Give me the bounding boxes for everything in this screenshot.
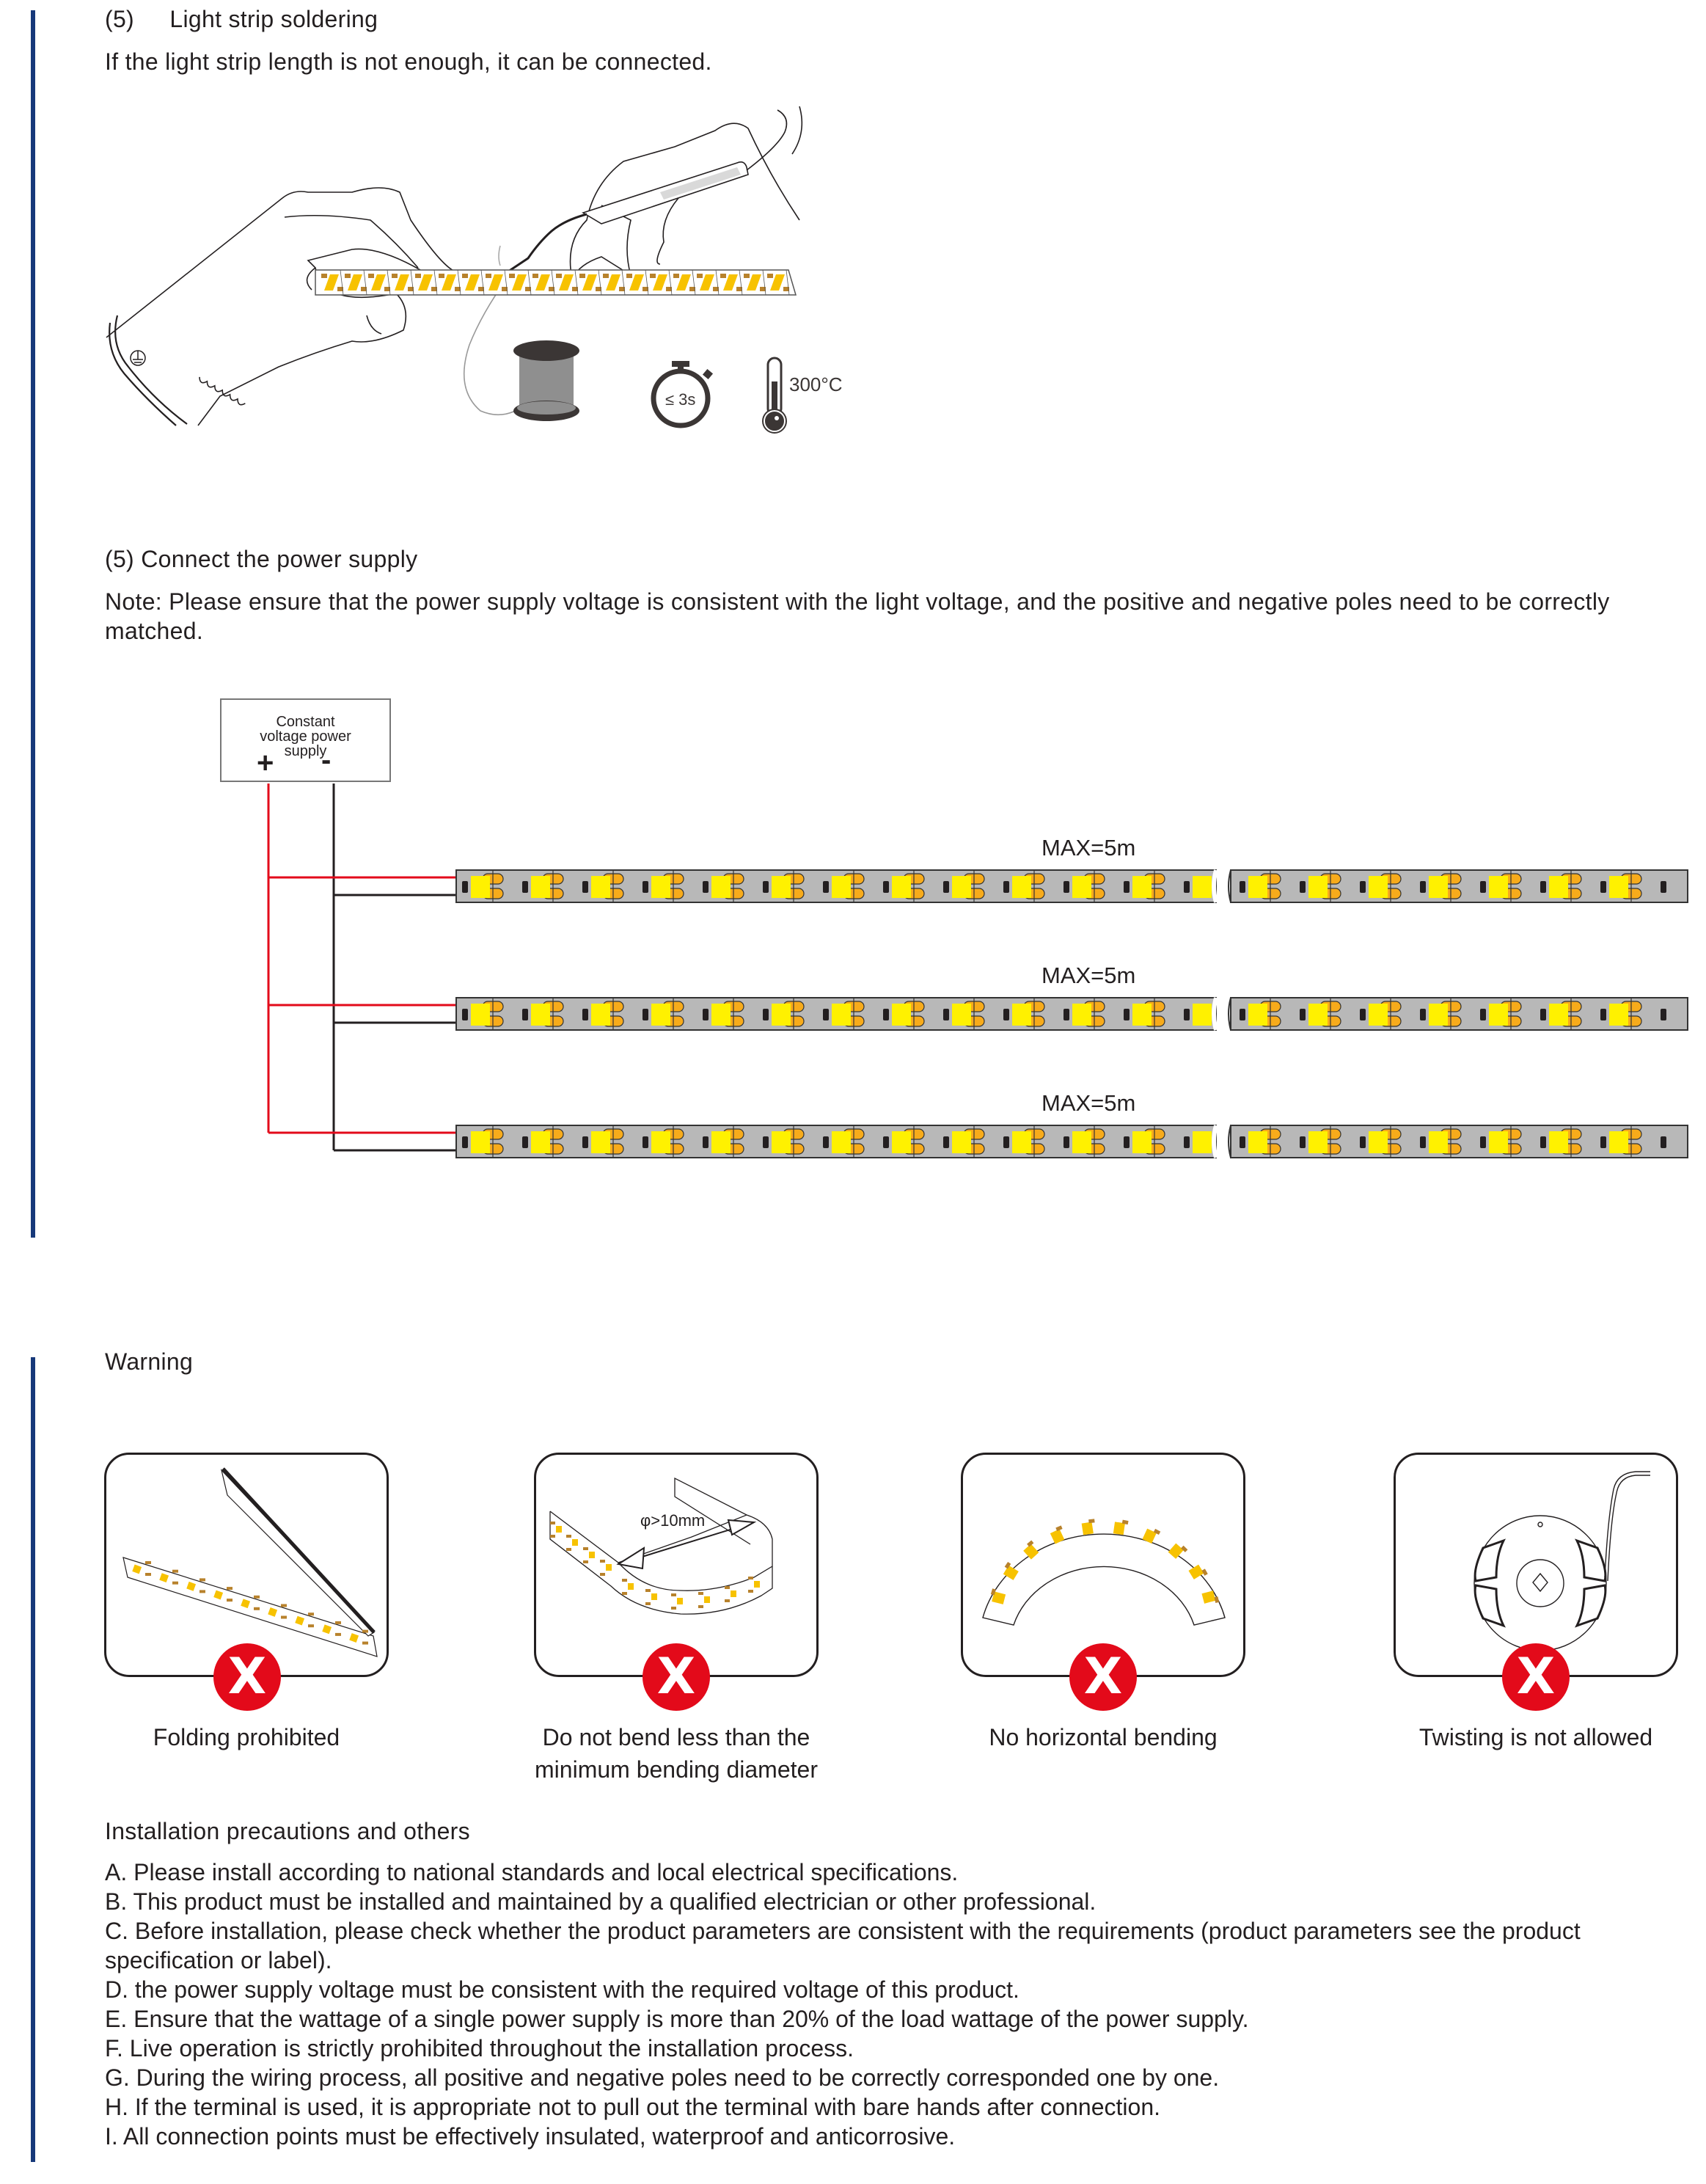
resistor xyxy=(462,1136,468,1148)
led-chip xyxy=(1549,1131,1568,1153)
solder-pad xyxy=(1088,1519,1094,1523)
resistor xyxy=(703,1136,709,1148)
led-chip xyxy=(1193,876,1212,898)
precaution-item: I. All connection points must be effectively insulated, waterproof and anticorrosive. xyxy=(105,2123,956,2150)
strip-max-label: MAX=5m xyxy=(1041,1090,1136,1116)
prohibited-badge: X xyxy=(1502,1643,1570,1711)
led-chip xyxy=(952,876,971,898)
solder-pad xyxy=(748,1577,753,1579)
resistor xyxy=(1003,1136,1009,1148)
solder-pad xyxy=(172,1582,178,1585)
solder-section-heading: Light strip soldering xyxy=(169,6,378,32)
resistor xyxy=(522,1136,528,1148)
power-supply-box xyxy=(220,698,391,782)
strip-break xyxy=(1214,998,1216,1030)
led-chip xyxy=(1072,1004,1091,1026)
led-chip xyxy=(1308,876,1328,898)
solder-pad xyxy=(583,1560,588,1563)
led-chip xyxy=(1549,1004,1568,1026)
precaution-item: F. Live operation is strictly prohibited throughout the installation process. xyxy=(105,2035,854,2061)
solder-pad xyxy=(622,1592,627,1595)
led-chip xyxy=(591,1004,610,1026)
precaution-item: B. This product must be installed and maintained by a qualified electrician or other professional. xyxy=(105,1888,1097,1915)
precautions-title: Installation precautions and others xyxy=(105,1818,470,1844)
led-chip xyxy=(1308,1131,1328,1153)
resistor xyxy=(1600,1009,1606,1020)
led-chip xyxy=(1489,876,1508,898)
warning-caption-folding: Folding prohibited xyxy=(153,1724,340,1750)
resistor xyxy=(943,1136,949,1148)
resistor xyxy=(1240,881,1245,893)
led-chip xyxy=(1012,1004,1031,1026)
resistor xyxy=(1184,1009,1190,1020)
led-chip xyxy=(832,1131,851,1153)
resistor xyxy=(1184,881,1190,893)
solder-pad xyxy=(600,1573,605,1576)
solder-pad xyxy=(645,1602,651,1605)
prohibited-badge: X xyxy=(1069,1643,1137,1711)
precaution-item: E. Ensure that the wattage of a single power supply is more than 20% of the load wattage of the power supply. xyxy=(105,2006,1249,2032)
resistor xyxy=(1661,1009,1666,1020)
led-chip xyxy=(651,1593,657,1600)
led-chip xyxy=(1248,1131,1267,1153)
led-chip xyxy=(1489,1131,1508,1153)
solder-pad xyxy=(698,1605,703,1608)
led-chip xyxy=(531,1131,550,1153)
led-chip xyxy=(1609,1131,1628,1153)
solder-pad xyxy=(671,1607,676,1610)
solder-pad xyxy=(308,1624,314,1627)
solder-time-label: ≤ 3s xyxy=(665,390,696,409)
resistor xyxy=(763,1009,769,1020)
precaution-item: G. During the wiring process, all positive and negative poles need to be correctly corresponded one by one. xyxy=(105,2064,1220,2091)
led-chip xyxy=(1012,876,1031,898)
resistor xyxy=(522,1009,528,1020)
led-strip xyxy=(456,870,1688,902)
precaution-item: H. If the terminal is used, it is appropriate not to pull out the terminal with bare hands after connection. xyxy=(105,2094,1160,2120)
solder-pad xyxy=(227,1587,233,1590)
resistor xyxy=(1600,1136,1606,1148)
solder-section-desc: If the light strip length is not enough, it can be connected. xyxy=(105,48,712,75)
resistor xyxy=(643,1009,648,1020)
led-chip xyxy=(1369,1004,1388,1026)
resistor xyxy=(1124,1136,1130,1148)
resistor xyxy=(763,1136,769,1148)
bend-diameter-label: φ>10mm xyxy=(640,1511,706,1530)
resistor xyxy=(1300,881,1306,893)
solder-pad xyxy=(583,1547,588,1550)
resistor xyxy=(1124,881,1130,893)
resistor xyxy=(1360,1009,1366,1020)
prohibited-badge: X xyxy=(213,1643,281,1711)
solder-pad xyxy=(362,1630,368,1633)
solder-pad xyxy=(172,1570,178,1573)
resistor xyxy=(1661,881,1666,893)
led-chip xyxy=(1308,1004,1328,1026)
solder-pad xyxy=(362,1642,368,1645)
resistor xyxy=(1124,1009,1130,1020)
caption-line-1: Do not bend less than the xyxy=(542,1724,810,1750)
led-chip xyxy=(832,876,851,898)
solder-pad xyxy=(281,1604,287,1607)
resistor xyxy=(1360,1136,1366,1148)
led-chip xyxy=(952,1004,971,1026)
resistor xyxy=(943,1009,949,1020)
led-chip xyxy=(1072,1131,1091,1153)
resistor xyxy=(582,1136,588,1148)
led-chip xyxy=(772,1004,791,1026)
resistor xyxy=(1003,1009,1009,1020)
resistor xyxy=(1600,881,1606,893)
resistor xyxy=(582,881,588,893)
led-chip xyxy=(606,1564,612,1571)
led-chip xyxy=(1369,1131,1388,1153)
led-chip xyxy=(531,1004,550,1026)
solder-pad xyxy=(254,1607,260,1610)
solder-pad xyxy=(335,1633,341,1636)
power-section-title: (5) Connect the power supply xyxy=(105,546,418,572)
led-chip xyxy=(1248,876,1267,898)
solder-pad xyxy=(725,1599,730,1602)
solder-pad xyxy=(748,1590,753,1593)
led-chip xyxy=(892,876,911,898)
led-chip xyxy=(1072,876,1091,898)
resistor xyxy=(1420,881,1426,893)
power-section-note: Note: Please ensure that the power supply voltage is consistent with the light voltage, and the positive and negative poles need to be correctly matched. xyxy=(105,588,1610,644)
solder-pad xyxy=(227,1599,233,1602)
solder-pad xyxy=(308,1613,314,1615)
strip-max-label: MAX=5m xyxy=(1041,835,1136,861)
resistor xyxy=(1540,1136,1546,1148)
precaution-item: A. Please install according to national standards and local electrical specifications. xyxy=(105,1859,959,1885)
resistor xyxy=(823,1009,829,1020)
resistor xyxy=(1420,1136,1426,1148)
resistor xyxy=(1063,1009,1069,1020)
resistor xyxy=(1540,1009,1546,1020)
negative-terminal: - xyxy=(321,744,332,776)
solder-pad xyxy=(335,1621,341,1624)
solder-pad xyxy=(600,1560,605,1563)
led-chip xyxy=(1429,1004,1448,1026)
led-chip xyxy=(731,1590,736,1597)
led-strip xyxy=(456,1125,1688,1158)
led-chip xyxy=(772,876,791,898)
resistor xyxy=(582,1009,588,1020)
led-chip xyxy=(832,1004,851,1026)
resistor xyxy=(1300,1136,1306,1148)
resistor xyxy=(462,881,468,893)
led-chip xyxy=(711,1004,731,1026)
resistor xyxy=(522,881,528,893)
solder-pad xyxy=(566,1548,571,1551)
resistor xyxy=(1240,1009,1245,1020)
strip-max-label: MAX=5m xyxy=(1041,963,1136,988)
precaution-item: C. Before installation, please check whether the product parameters are consistent with the requirements (product parameters see the product specification or label). xyxy=(105,1918,1581,1973)
solder-pad xyxy=(622,1579,627,1582)
led-chip xyxy=(711,876,731,898)
led-chip xyxy=(471,876,490,898)
led-chip xyxy=(754,1581,760,1588)
solder-pad xyxy=(550,1522,555,1524)
solder-pad xyxy=(645,1589,651,1592)
resistor xyxy=(462,1009,468,1020)
solder-pad xyxy=(698,1592,703,1595)
resistor xyxy=(1063,1136,1069,1148)
warning-caption-twisting: Twisting is not allowed xyxy=(1418,1724,1653,1750)
led-chip xyxy=(1193,1004,1212,1026)
resistor xyxy=(763,881,769,893)
led-chip xyxy=(1132,876,1152,898)
led-chip xyxy=(471,1004,490,1026)
resistor xyxy=(1420,1009,1426,1020)
led-chip xyxy=(531,876,550,898)
temperature-label: 300°C xyxy=(789,373,843,395)
resistor xyxy=(1360,881,1366,893)
led-chip xyxy=(471,1131,490,1153)
resistor xyxy=(1003,881,1009,893)
solder-pad xyxy=(199,1590,205,1593)
resistor xyxy=(1661,1136,1666,1148)
precaution-item: D. the power supply voltage must be consistent with the required voltage of this product. xyxy=(105,1976,1019,2003)
prohibited-badge: X xyxy=(643,1643,710,1711)
solder-section-number: (5) xyxy=(105,6,135,32)
solder-pad xyxy=(145,1561,151,1564)
solder-pad xyxy=(671,1593,676,1596)
resistor xyxy=(1300,1009,1306,1020)
warning-title: Warning xyxy=(105,1348,194,1375)
led-chip xyxy=(1489,1004,1508,1026)
led-chip xyxy=(651,1131,670,1153)
led-chip xyxy=(1609,1004,1628,1026)
led-chip xyxy=(1012,1131,1031,1153)
solder-pad xyxy=(281,1616,287,1619)
led-chip xyxy=(704,1596,710,1603)
resistor xyxy=(823,881,829,893)
led-chip xyxy=(1113,1522,1125,1535)
solder-pad xyxy=(566,1535,571,1538)
warning-caption-bend-diameter xyxy=(508,1721,845,1786)
resistor xyxy=(1480,1009,1486,1020)
led-chip xyxy=(1132,1004,1152,1026)
resistor xyxy=(703,1009,709,1020)
resistor xyxy=(643,1136,648,1148)
led-chip xyxy=(1082,1522,1094,1535)
led-chip xyxy=(892,1004,911,1026)
led-chip xyxy=(677,1598,683,1604)
solder-pad xyxy=(254,1596,260,1599)
strip-break xyxy=(1214,1125,1216,1158)
led-chip xyxy=(591,1131,610,1153)
led-chip xyxy=(711,1131,731,1153)
led-chip xyxy=(1549,876,1568,898)
resistor xyxy=(1540,881,1546,893)
led-chip xyxy=(628,1583,634,1590)
led-chip xyxy=(556,1526,562,1533)
precautions-list xyxy=(105,1858,1660,2151)
resistor xyxy=(943,881,949,893)
led-strip xyxy=(456,998,1688,1030)
solder-pad xyxy=(199,1578,205,1581)
led-chip xyxy=(772,1131,791,1153)
solder-pad xyxy=(550,1535,555,1538)
led-chip xyxy=(572,1539,578,1546)
led-chip xyxy=(1429,876,1448,898)
led-chip xyxy=(589,1552,595,1558)
led-chip xyxy=(1429,1131,1448,1153)
resistor xyxy=(1184,1136,1190,1148)
led-chip xyxy=(591,876,610,898)
led-chip xyxy=(892,1131,911,1153)
solder-pad xyxy=(1027,1540,1033,1546)
resistor xyxy=(643,881,648,893)
positive-terminal: + xyxy=(257,747,274,779)
section-accent-bar-bottom xyxy=(31,1357,35,2162)
led-chip xyxy=(651,1004,670,1026)
led-chip xyxy=(1132,1131,1152,1153)
resistor xyxy=(1480,881,1486,893)
resistor xyxy=(1480,1136,1486,1148)
resistor xyxy=(883,881,889,893)
led-chip xyxy=(952,1131,971,1153)
led-chip xyxy=(1369,876,1388,898)
led-chip xyxy=(651,876,670,898)
led-chip xyxy=(1193,1131,1212,1153)
led-chip xyxy=(1609,876,1628,898)
power-supply-label-text: Constant voltage power supply xyxy=(260,714,351,759)
solder-pad xyxy=(145,1573,151,1576)
led-chip xyxy=(1248,1004,1267,1026)
resistor xyxy=(823,1136,829,1148)
resistor xyxy=(1240,1136,1245,1148)
resistor xyxy=(883,1009,889,1020)
resistor xyxy=(883,1136,889,1148)
strip-break xyxy=(1214,870,1216,902)
solder-pad xyxy=(725,1586,730,1589)
warning-caption-horizontal-bending: No horizontal bending xyxy=(989,1724,1218,1750)
resistor xyxy=(1063,881,1069,893)
power-supply-label xyxy=(222,715,389,759)
caption-line-2: minimum bending diameter xyxy=(535,1756,818,1783)
resistor xyxy=(703,881,709,893)
